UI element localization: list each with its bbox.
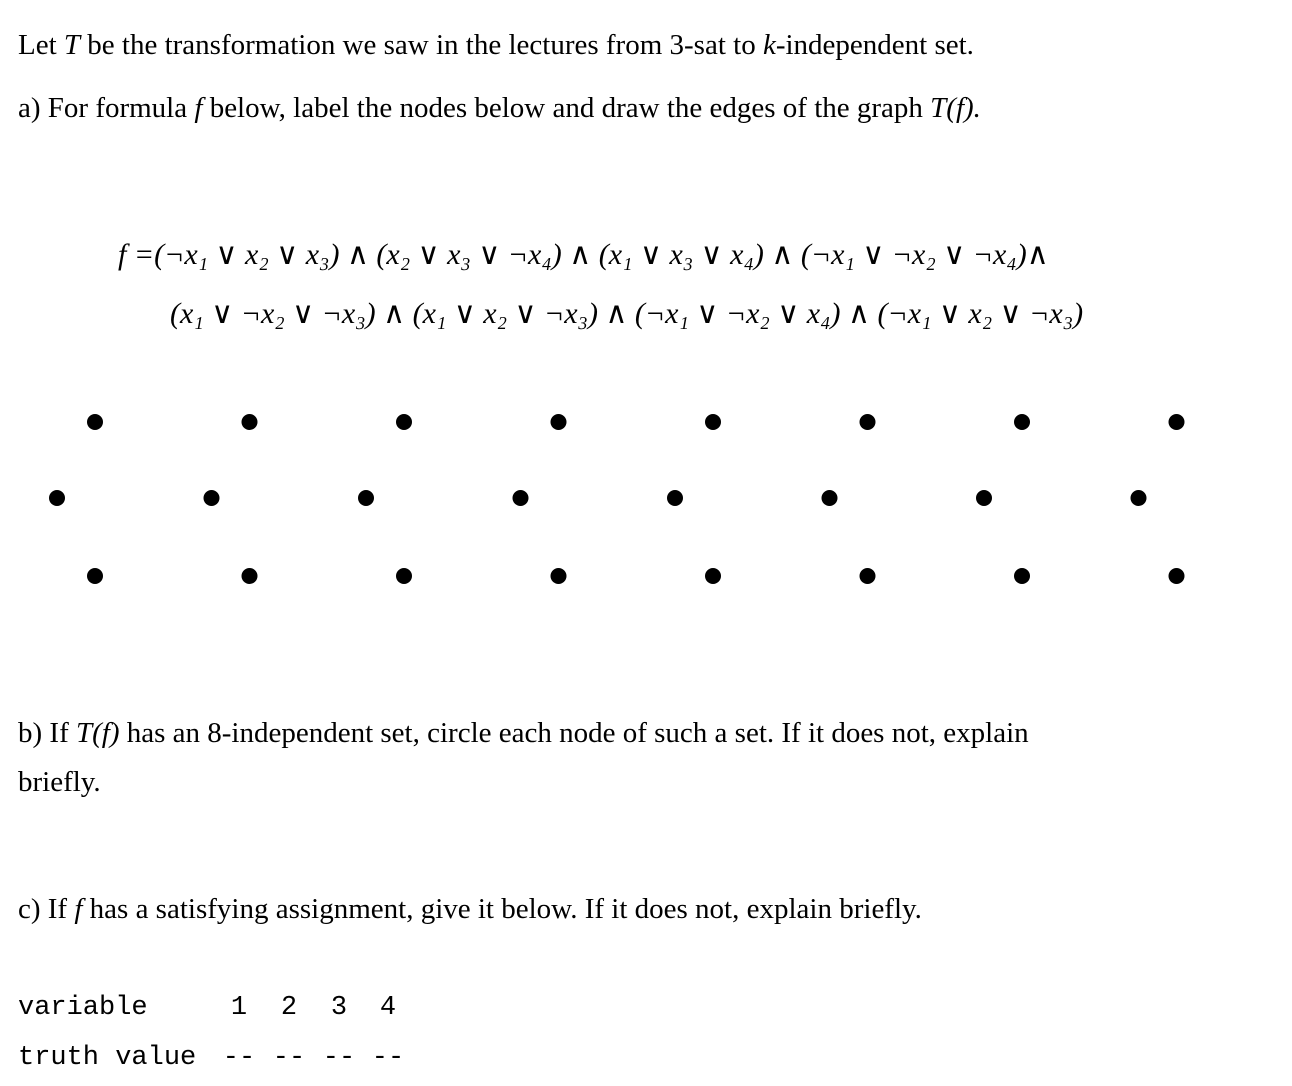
graph-node-clause-7-top[interactable] [1014,414,1030,430]
graph-node-clause-4-top[interactable] [551,414,567,430]
truth-value-4[interactable]: -- [371,1043,405,1073]
graph-node-clause-5-bottom[interactable] [705,568,721,584]
graph-node-clause-3-top[interactable] [396,414,412,430]
graph-node-clause-1-bottom[interactable] [87,568,103,584]
graph-node-clause-6-top[interactable] [860,414,876,430]
graph-node-clause-2-top[interactable] [242,414,258,430]
graph-node-clause-6-middle[interactable] [822,490,838,506]
formula-line-1: f =(¬x₁ ∨ x₂ ∨ x₃) ∧ (x₂ ∨ x₃ ∨ ¬x₄) ∧ (x₁ ∨ x₃ ∨ x₄) ∧ (¬x₁ ∨ ¬x₂ ∨ ¬x₄)∧ [118,238,1049,271]
intro-text: Let T be the transformation we saw in the lectures from 3-sat to k-independent set. [18,29,974,61]
graph-node-clause-2-bottom[interactable] [242,568,258,584]
graph-node-clause-7-bottom[interactable] [1014,568,1030,584]
variable-2: 2 [280,993,298,1023]
graph-nodes [0,380,1292,610]
graph-node-clause-1-top[interactable] [87,414,103,430]
truth-value-label: truth value [18,1043,197,1073]
truth-value-3[interactable]: -- [322,1043,356,1073]
graph-node-clause-7-middle[interactable] [976,490,992,506]
graph-node-clause-8-bottom[interactable] [1169,568,1185,584]
formula-line-2: (x₁ ∨ ¬x₂ ∨ ¬x₃) ∧ (x₁ ∨ x₂ ∨ ¬x₃) ∧ (¬x₁ ∨ ¬x₂ ∨ x₄) ∧ (¬x₁ ∨ x₂ ∨ ¬x₃) [170,297,1084,330]
variable-1: 1 [230,993,248,1023]
graph-node-clause-8-top[interactable] [1169,414,1185,430]
graph-node-clause-4-bottom[interactable] [551,568,567,584]
variable-4: 4 [379,993,397,1023]
question-c: c) If f has a satisfying assignment, give it below. If it does not, explain briefly. [18,893,922,925]
variable-3: 3 [330,993,348,1023]
question-b-continued: briefly. [18,766,101,798]
graph-node-clause-5-top[interactable] [705,414,721,430]
question-b: b) If T(f) has an 8-independent set, circle each node of such a set. If it does not, explain [18,717,1029,749]
truth-value-1[interactable]: -- [222,1043,256,1073]
graph-node-clause-1-middle[interactable] [49,490,65,506]
graph-node-clause-3-middle[interactable] [358,490,374,506]
graph-node-clause-4-middle[interactable] [513,490,529,506]
question-a: a) For formula f below, label the nodes below and draw the edges of the graph T(f). [18,92,981,124]
graph-node-clause-3-bottom[interactable] [396,568,412,584]
graph-node-clause-8-middle[interactable] [1131,490,1147,506]
truth-value-2[interactable]: -- [272,1043,306,1073]
graph-node-clause-5-middle[interactable] [667,490,683,506]
graph-node-clause-6-bottom[interactable] [860,568,876,584]
variable-label: variable [18,993,148,1023]
graph-node-clause-2-middle[interactable] [204,490,220,506]
